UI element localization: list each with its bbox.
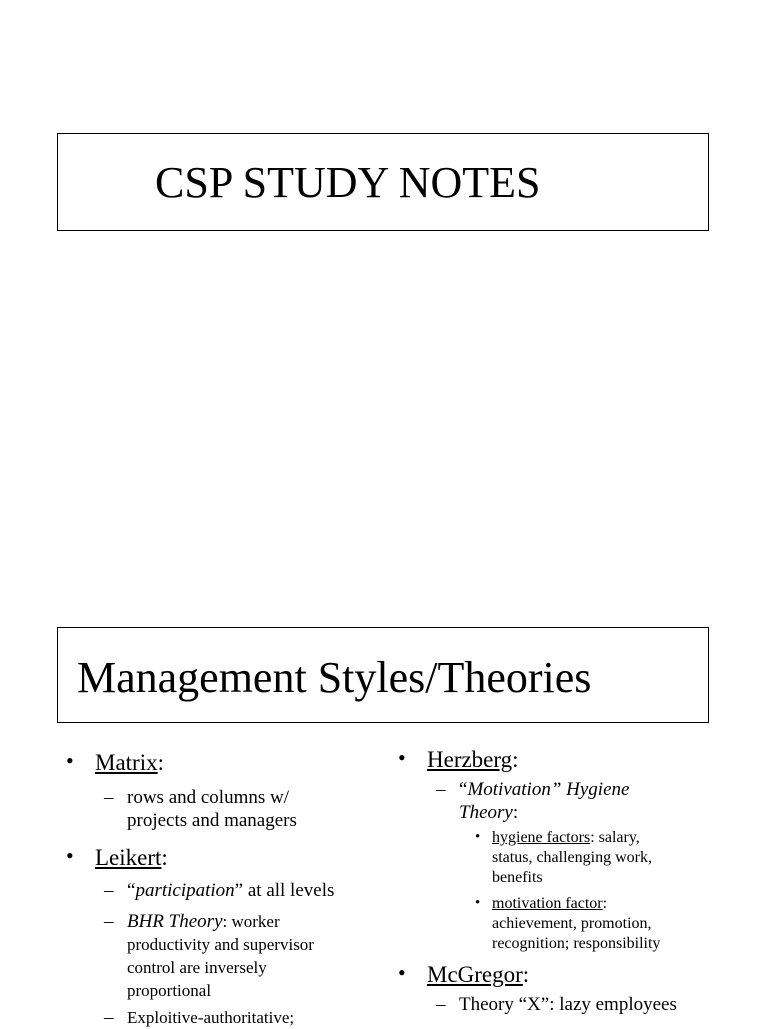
motivation-term: motivation factor (492, 895, 603, 912)
herzberg-sub-theory (436, 778, 630, 824)
dash: – (104, 880, 114, 901)
slide2-title: Management Styles/Theories (77, 653, 592, 702)
leikert-colon: : (161, 845, 168, 870)
dash: – (104, 911, 114, 932)
leikert-label: Leikert (95, 845, 162, 870)
bullet-herzberg (398, 745, 519, 772)
dash: – (436, 779, 446, 800)
participation-rest: ” at all levels (234, 880, 335, 901)
bhr-line1-rest: : worker (222, 912, 280, 931)
slide2-title-box (57, 627, 709, 723)
bullet-dot: • (66, 748, 74, 773)
matrix-sub-line1: rows and columns w/ (127, 787, 290, 808)
herzberg-colon: : (512, 747, 519, 772)
leikert-sub-exploitive (104, 1006, 295, 1029)
exploitive-text: Exploitive-authoritative; (127, 1008, 295, 1027)
motivation-line3: recognition; responsibility (492, 935, 661, 952)
bullet-dot: • (475, 895, 481, 911)
bullet-matrix (66, 748, 164, 775)
hygiene-term: hygiene factors (492, 829, 591, 846)
matrix-sub-line2: projects and managers (127, 810, 297, 831)
open-quote: “ (459, 779, 468, 800)
herzberg-label: Herzberg (427, 747, 513, 772)
mcgregor-colon: : (522, 962, 530, 987)
bullet-dot: • (398, 745, 406, 770)
hygiene-line2: status, challenging work, (492, 849, 652, 866)
participation-term: participation (135, 880, 235, 901)
bullet-dot: • (475, 829, 481, 845)
bullet-leikert (66, 843, 168, 870)
dash: – (436, 994, 446, 1015)
mcgregor-label: McGregor (427, 962, 523, 987)
dash: – (104, 1007, 114, 1028)
slide1-title: CSP STUDY NOTES (155, 158, 541, 207)
hygiene-factors-item (475, 828, 652, 888)
bullet-mcgregor (398, 960, 530, 987)
theory-line2: Theory (459, 802, 513, 823)
bhr-line4: proportional (127, 981, 212, 1000)
dash: – (104, 787, 114, 808)
hygiene-line3: benefits (492, 869, 543, 886)
bhr-line2: productivity and supervisor (127, 935, 314, 954)
matrix-sub-item (104, 786, 297, 832)
theory-x-text: Theory “X”: lazy employees (459, 994, 677, 1015)
mcgregor-sub-theory-x (436, 993, 677, 1016)
leikert-sub-bhr (104, 910, 314, 1002)
hygiene-line1-rest: : salary, (590, 829, 640, 846)
matrix-label: Matrix (95, 750, 158, 775)
theory-line1: Motivation” Hygiene (467, 779, 630, 800)
matrix-colon: : (157, 750, 164, 775)
leikert-sub-participation (104, 879, 335, 902)
motivation-line1-rest: : (602, 895, 608, 912)
bullet-dot: • (66, 843, 74, 868)
slide1-title-box (57, 133, 709, 231)
open-quote: “ (127, 880, 136, 901)
motivation-line2: achievement, promotion, (492, 915, 652, 932)
motivation-factor-item (475, 894, 661, 954)
bullet-dot: • (398, 960, 406, 985)
theory-colon: : (512, 802, 519, 823)
bhr-term: BHR Theory (127, 911, 223, 932)
bhr-line3: control are inversely (127, 958, 267, 977)
